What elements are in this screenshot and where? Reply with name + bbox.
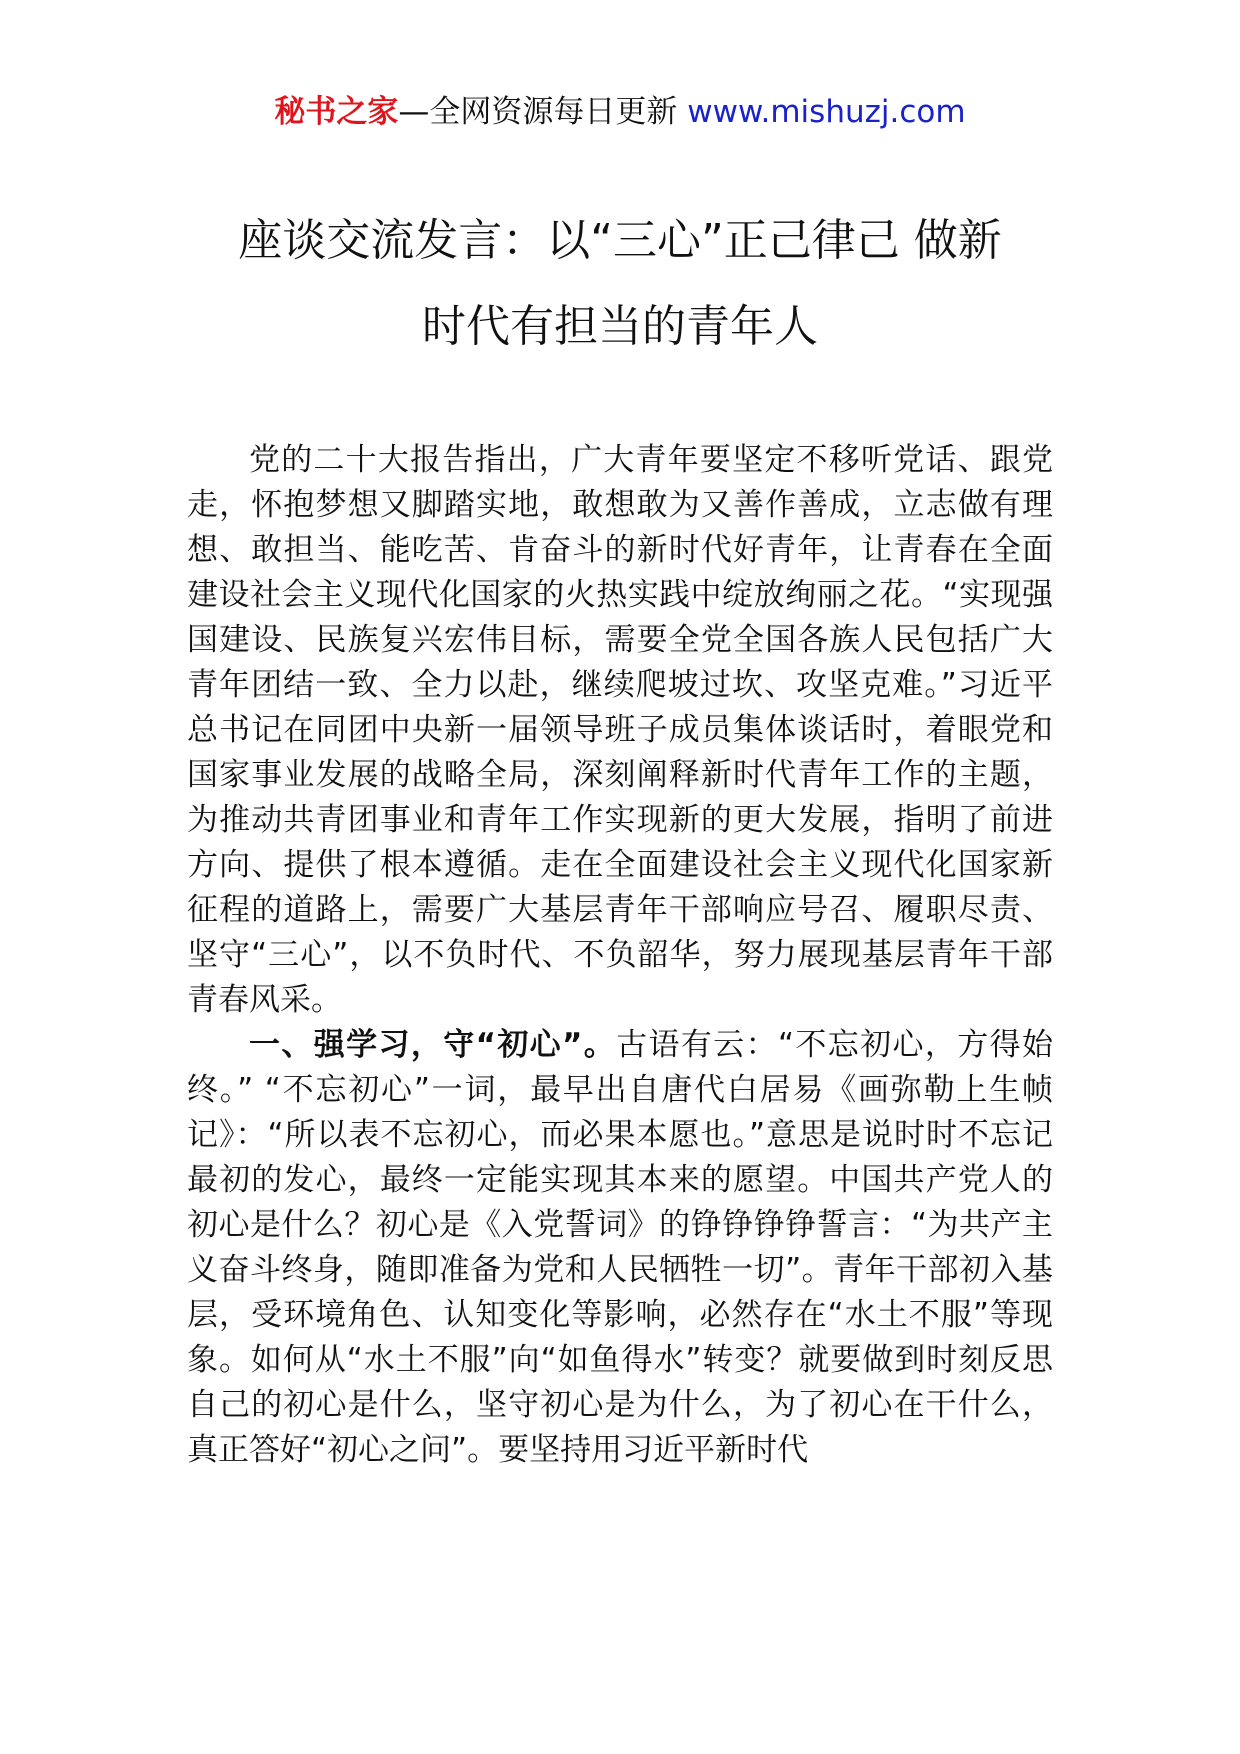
document-title [120,198,1120,370]
site-tagline: —全网资源每日更新 [398,94,678,130]
document-body [187,438,1053,1473]
title-line-1: 座谈交流发言：以“三心”正己律己 做新 [238,215,1002,266]
body-paragraph-section-1 [187,1023,1053,1473]
site-url-link[interactable]: www.mishuzj.com [687,94,966,130]
section-1-text: 古语有云：“不忘初心，方得始终。” “不忘初心”一词，最早出自唐代白居易《画弥勒上生帧记》：“所以表不忘初心，而必果本愿也。”意思是说时时不忘记最初的发心，最终一定能实现其本来的愿望。中国共产党人的初心是什么？初心是《入党誓词》的铮铮铮铮誓言：“为共产主义奋斗终身，随即准备为党和人民牺牲一切”。青年干部初入基层，受环境角色、认知变化等影响，必然存在“水土不服”等现象。如何从“水土不服”向“如鱼得水”转变？就要做到时刻反思自己的初心是什么，坚守初心是为什么，为了初心在干什么，真正答好“初心之问”。要坚持用习近平新时代 [187,1027,1054,1468]
site-brand: 秘书之家 [274,94,399,130]
title-line-2: 时代有担当的青年人 [422,301,818,352]
site-header [0,92,1240,132]
section-1-heading: 一、强学习，守“初心”。 [249,1027,617,1063]
body-paragraph-intro: 党的二十大报告指出，广大青年要坚定不移听党话、跟党走，怀抱梦想又脚踏实地，敢想敢为又善作善成，立志做有理想、敢担当、能吃苦、肯奋斗的新时代好青年，让青春在全面建设社会主义现代化国家的火热实践中绽放绚丽之花。“实现强国建设、民族复兴宏伟目标，需要全党全国各族人民包括广大青年团结一致、全力以赴，继续爬坡过坎、攻坚克难。”习近平总书记在同团中央新一届领导班子成员集体谈话时，着眼党和国家事业发展的战略全局，深刻阐释新时代青年工作的主题，为推动共青团事业和青年工作实现新的更大发展，指明了前进方向、提供了根本遵循。走在全面建设社会主义现代化国家新征程的道路上，需要广大基层青年干部响应号召、履职尽责、坚守“三心”，以不负时代、不负韶华，努力展现基层青年干部青春风采。 [187,442,1053,1018]
